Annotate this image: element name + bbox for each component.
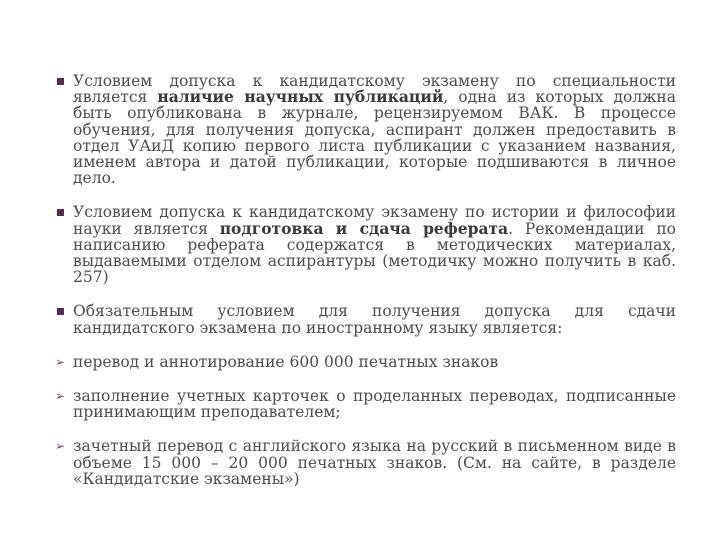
item-text: заполнение учетных карточек о проделанных переводах, подписанные принимающим преподавателем; [73, 387, 676, 422]
square-bullet-icon [57, 78, 64, 85]
item-text: зачетный перевод с английского языка на русский в письменном виде в объеме 15 000 – 20 000 печатных знаков. (См. на сайте, в разделе «Кандидатские экзамены») [73, 437, 676, 488]
sub-item-written-translation [52, 438, 676, 487]
item-text: . Рекомендации по написанию реферата содержатся в методических материалах, выдаваемыми отделом аспирантуры (методичку можно получить в каб. 257) [73, 219, 676, 287]
bullet-item-publications [52, 73, 676, 186]
arrow-bullet-icon: ➢ [55, 354, 66, 369]
bullet-item-history-philosophy [52, 204, 676, 285]
square-bullet-icon [57, 308, 64, 315]
slide-content [52, 73, 676, 487]
bullet-item-foreign-language [52, 303, 676, 335]
item-emphasis: подготовка и сдача реферата [219, 218, 509, 238]
square-bullet-icon [57, 209, 64, 216]
item-text: Условием допуска к кандидатскому экзамену по истории и философии науки является [73, 203, 676, 238]
item-text: , одна из которых должна быть опубликована в журнале, рецензируемом ВАК. В процессе обучения, для получения допуска, аспирант должен предоставить в отдел УАиД копию первого листа публикации с указанием названия, именем автора и датой публикации, которые подшиваются в личное дело. [73, 88, 676, 188]
item-emphasis: наличие научных публикаций [157, 87, 444, 107]
sub-item-translation [52, 354, 676, 370]
sub-item-cards [52, 388, 676, 420]
arrow-bullet-icon: ➢ [55, 439, 66, 454]
item-text: Обязательным условием для получения допуска для сдачи кандидатского экзамена по иностранному языку является: [73, 302, 676, 337]
item-text: перевод и аннотирование 600 000 печатных знаков [73, 352, 499, 371]
item-text: Условием допуска к кандидатскому экзамену по специальности является [73, 72, 676, 107]
arrow-bullet-icon: ➢ [55, 389, 66, 404]
